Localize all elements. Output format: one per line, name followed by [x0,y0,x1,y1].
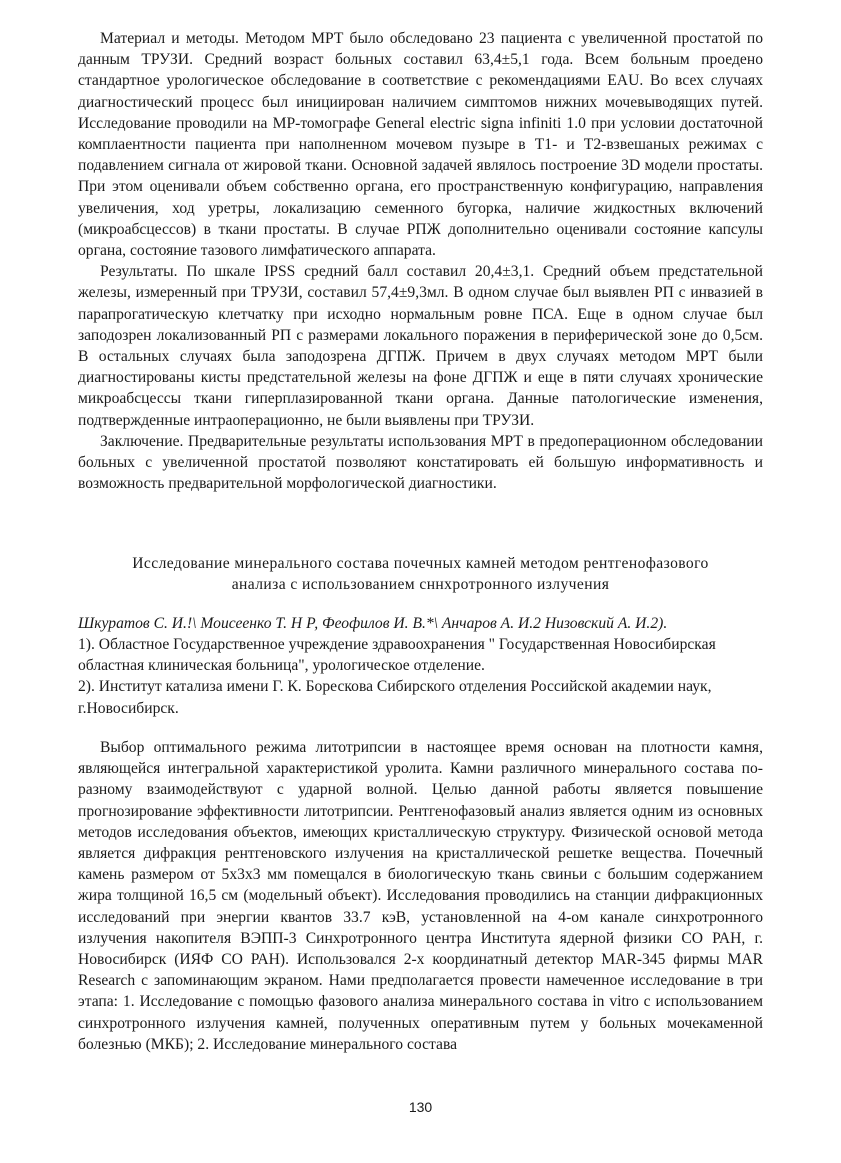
paragraph-conclusion: Заключение. Предварительные результаты использования МРТ в предоперационном обследовании больных с увеличенной простатой позволяют констатировать ей большую информативность и возможность предварительной морфологической диагностики. [78,432,763,493]
paragraph-results: Результаты. По шкале IPSS средний балл составил 20,4±3,1. Средний объем предстательной железы, измеренный при ТРУЗИ, составил 57,4±9,3мл. В одном случае был выявлен РП с инвазией в парапрогатическую клетчатку при исходно нормальным ровне ПСА. Еще в одном случае был заподозрен локализованный РП с размерами локального поражения в периферической зоне до 0,5см. В остальных случаях была заподозрена ДГПЖ. Причем в двух случаях методом МРТ были диагностированы кисты предстательной железы на фоне ДГПЖ и еще в пяти случаях хронические микроабсцессы ткани гиперплазированной ткани органа. Данные патологические изменения, подтвержденные интраоперационно, не были выявлены при ТРУЗИ. [78,263,763,429]
page-number: 130 [408,1099,433,1115]
affiliation-2: 2). Институт катализа имени Г. К. Борескова Сибирского отделения Российской академии наук, г.Новосибирск. [78,678,712,717]
article-title-line-2: анализа с использованием сннхротронного излучения [231,576,610,594]
article-body [78,737,763,1055]
authors-line: Шкуратов С. И.!\ Моисеенко Т. Н Р, Феофилов И. В.*\ Анчаров А. И.2 Низовский А. И.2). [78,615,668,632]
affiliations [78,634,763,719]
article-title [78,553,763,595]
section-text [78,28,763,494]
affiliation-1: 1). Областное Государственное учреждение здравоохранения " Государственная Новосибирская областная клиническая больница", урологическое отделение. [78,636,716,675]
article-title-line-1: Исследование минерального состава почечных камней методом рентгенофазового [132,555,709,572]
paragraph-methods: Материал и методы. Методом МРТ было обследовано 23 пациента с увеличенной простатой по данным ТРУЗИ. Средний возраст больных составил 63,4±5,1 года. Всем больным проедено стандартное урологическое обследование в соответствие с рекомендациями EAU. Во всех случаях диагностический процесс был инициирован наличием симптомов нижних мочевыводящих путей. Исследование проводили на МР-томографе General electric signa infiniti 1.0 при условии достаточной комплаентности пациента при наполненном мочевом пузыре в Т1- и Т2-взвешаных режимах с подавлением сигнала от жировой ткани. Основной задачей являлось построение 3D модели простаты. При этом оценивали объем собственно органа, его пространственную конфигурацию, направления увеличения, ход уретры, локализацию семенного бугорка, наличие жидкостных включений (микроабсцессов) в ткани простаты. В случае РПЖ дополнительно оценивали состояние капсулы органа, состояние тазового лимфатического аппарата. [78,30,763,260]
paragraph-body: Выбор оптимального режима литотрипсии в настоящее время основан на плотности камня, являющейся интегральной характеристикой уролита. Камни различного минерального состава по-разному взаимодействуют с ударной волной. Целью данной работы является повышение прогнозирование эффективности литотрипсии. Рентгенофазовый анализ является одним из основных методов исследования объектов, имеющих кристаллическую структуру. Физической основой метода является дифракция рентгеновского излучения на кристаллической решетке вещества. Почечный камень размером от 5x3x3 мм помещался в биологическую ткань свиньи с большим содержанием жира толщиной 16,5 см (модельный объект). Исследования проводились на станции дифракционных исследований при энергии квантов 33.7 кэВ, установленной на 4-ом канале синхротронного излучения накопителя ВЭПП-3 Синхротронного центра Института ядерной физики СО РАН, г. Новосибирск (ИЯФ СО РАН). Использовался 2-х координатный детектор MAR-345 фирмы MAR Research с запоминающим экраном. Нами предполагается провести намеченное исследование в три этапа: 1. Исследование с помощью фазового анализа минерального состава in vitro с использованием синхротронного излучения камней, полученных оперативным путем у больных мочекаменной болезнью (МКБ); 2. Исследование минерального состава [78,739,763,1053]
